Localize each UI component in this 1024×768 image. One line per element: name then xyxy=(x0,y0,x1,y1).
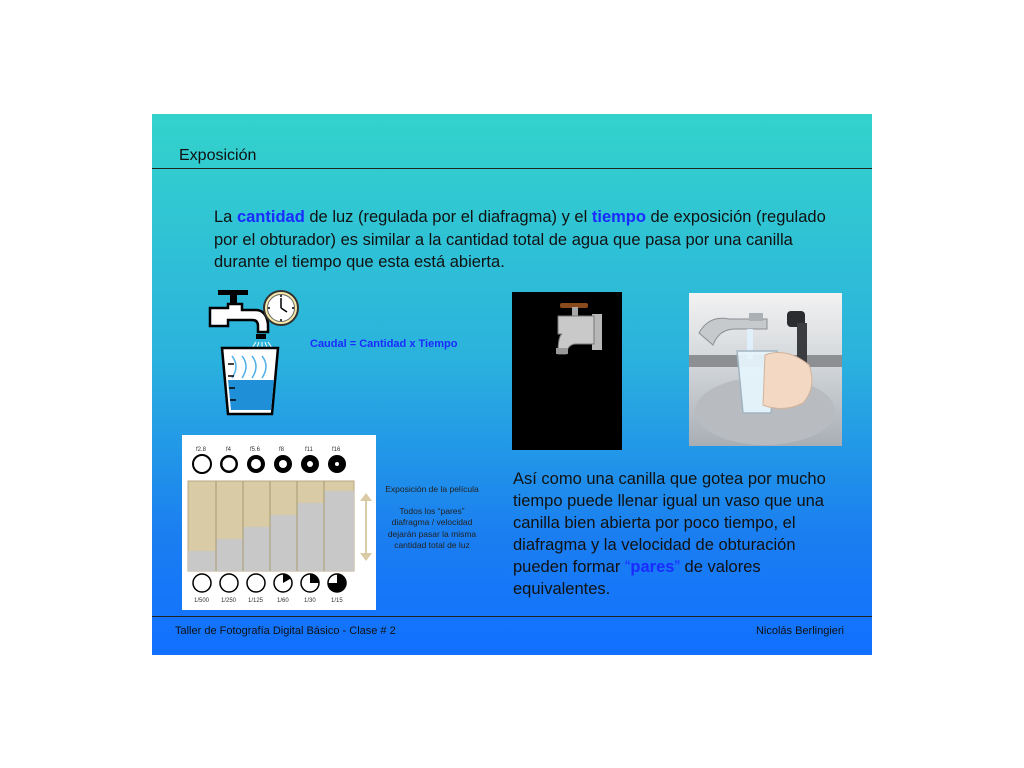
caudal-formula-label: Caudal = Cantidad x Tiempo xyxy=(310,338,458,350)
dripping-faucet-photo xyxy=(512,292,622,450)
slide-title: Exposición xyxy=(179,147,257,164)
aperture-label: f16 xyxy=(332,447,341,453)
exposure-blocks xyxy=(188,481,354,571)
footer-divider xyxy=(152,616,872,617)
aperture-label: f11 xyxy=(305,447,313,453)
footer-author: Nicolás Berlingieri xyxy=(755,625,844,637)
intro-text-3: de exposición (regulado por el obturador) es similar a la cantidad total de agua que pasa por una canilla durante el tiempo que esta está abierta. xyxy=(214,208,826,271)
aperture-label: f5.6 xyxy=(250,447,261,453)
quote-close: ” xyxy=(674,558,680,576)
measuring-cup-icon xyxy=(222,348,278,414)
film-exposure-chart xyxy=(182,435,376,610)
title-divider xyxy=(152,168,872,169)
slide xyxy=(152,114,872,655)
faucet-icon xyxy=(210,290,268,339)
analogy-text-1: Así como una canilla que gotea por mucho tiempo puede llenar igual un vaso que una canilla bien abierta por poco tiempo, el diafragma y la velocidad de obturación pueden formar xyxy=(513,470,826,576)
sink-glass-photo xyxy=(689,293,842,446)
film-note-body: Todos los “pares” diafragma / velocidad dejarán pasar la misma cantidad total de luz xyxy=(387,505,477,550)
highlight-cantidad: cantidad xyxy=(236,208,305,226)
aperture-label: f8 xyxy=(279,447,285,453)
shutter-label: 1/15 xyxy=(331,598,343,604)
shutter-label: 1/125 xyxy=(248,598,264,604)
shutter-label: 1/60 xyxy=(277,598,289,604)
aperture-label: f4 xyxy=(226,447,232,453)
film-exposure-note xyxy=(382,484,482,562)
highlight-pares: pares xyxy=(630,558,675,576)
shutter-label: 1/30 xyxy=(304,598,316,604)
shutter-label: 1/500 xyxy=(194,598,210,604)
shutter-label: 1/250 xyxy=(221,598,237,604)
faucet-analogy-paragraph xyxy=(513,468,853,600)
clock-icon xyxy=(262,288,300,328)
footer-course-title: Taller de Fotografía Digital Básico - Clase # 2 xyxy=(175,625,396,637)
film-note-title: Exposición de la película xyxy=(385,484,479,494)
aperture-label: f2.8 xyxy=(196,447,207,453)
intro-text-1: La xyxy=(214,208,237,226)
intro-paragraph xyxy=(214,206,834,274)
intro-text-2: de luz (regulada por el diafragma) y el xyxy=(304,208,592,226)
highlight-tiempo: tiempo xyxy=(591,208,646,226)
analogy-text-2: de valores equivalentes. xyxy=(513,558,761,598)
quote-open: “ xyxy=(624,558,631,576)
